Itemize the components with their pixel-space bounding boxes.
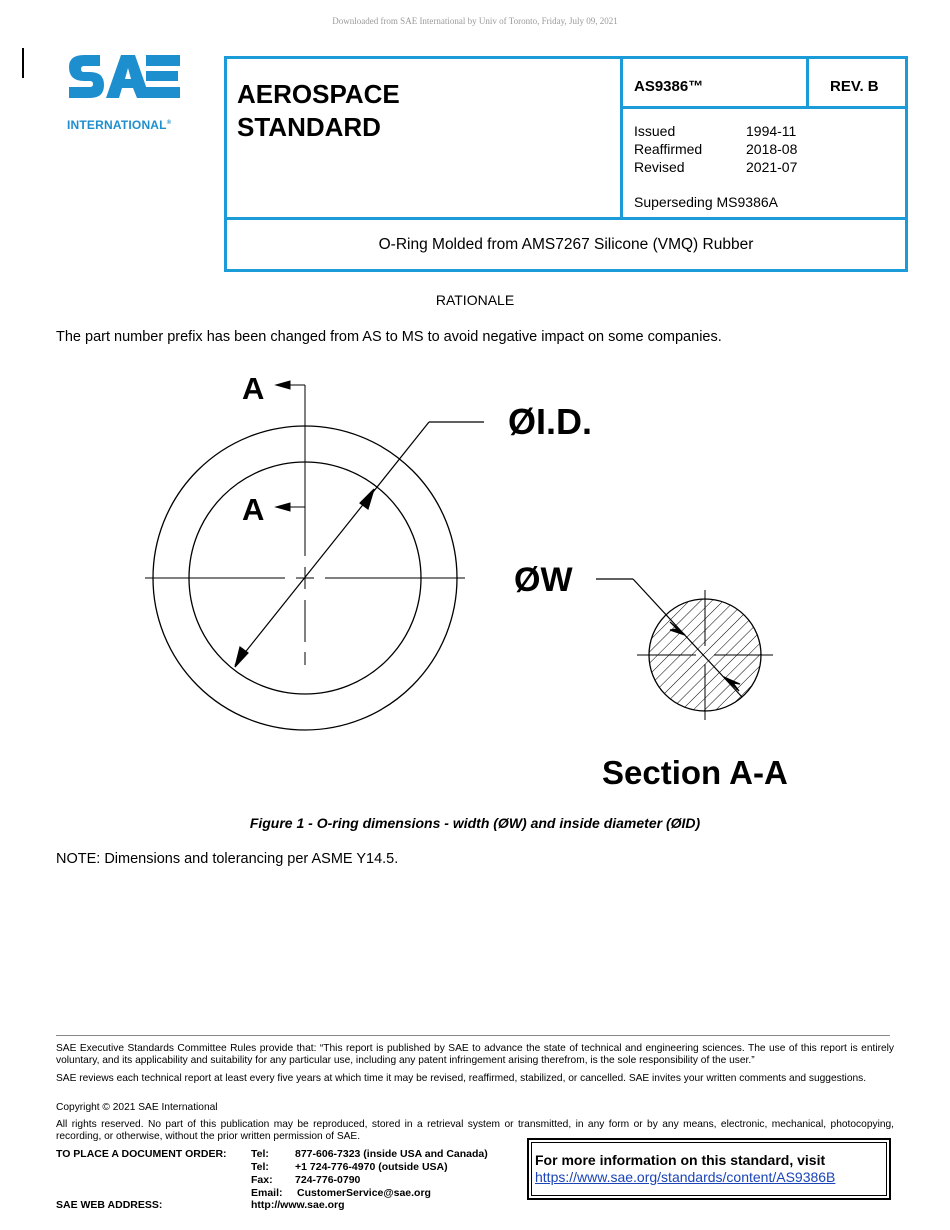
standard-info-link[interactable]: https://www.sae.org/standards/content/AS9386B [535, 1169, 836, 1185]
contact-key: Tel: [251, 1148, 269, 1160]
history-label-issued: Issued [634, 123, 676, 139]
standard-type-title: AEROSPACE STANDARD [237, 79, 400, 142]
contact-phone-international: +1 724-776-4970 (outside USA) [295, 1161, 448, 1173]
history-date-revised: 2021-07 [746, 159, 798, 175]
header-divider [806, 56, 809, 108]
rationale-heading: RATIONALE [435, 292, 515, 308]
history-date-issued: 1994-11 [746, 123, 797, 139]
margin-mark [22, 48, 24, 78]
superseding-note: Superseding MS9386A [634, 194, 778, 210]
contact-key: Fax: [251, 1174, 273, 1186]
footer-copyright: Copyright © 2021 SAE International [56, 1102, 218, 1113]
contact-key: Email: [251, 1187, 283, 1199]
section-label-a-inner: A [242, 492, 265, 527]
o-ring-drawing [130, 362, 830, 802]
inside-diameter-dimension [235, 422, 484, 667]
footer-divider [56, 1035, 890, 1036]
dimension-note: NOTE: Dimensions and tolerancing per ASME Y14.5. [56, 851, 399, 867]
logo-wordmark: INTERNATIONAL® [67, 118, 172, 132]
revision-label: REV. B [830, 78, 879, 95]
inside-diameter-label: ØI.D. [508, 401, 593, 442]
center-lines [145, 385, 465, 665]
download-note: Downloaded from SAE International by Univ of Toronto, Friday, July 09, 2021 [332, 16, 618, 26]
history-label-reaffirmed: Reaffirmed [634, 141, 703, 157]
footer-review-text: SAE reviews each technical report at least every five years at which time it may be revised, reaffirmed, stabilized, or cancelled. SAE invites your written comments and suggestions. [56, 1073, 867, 1084]
more-info-heading: For more information on this standard, visit [535, 1152, 826, 1168]
header-divider [620, 106, 908, 109]
footer-rights-text: All rights reserved. No part of this publication may be reproduced, stored in a retrieval system or transmitted, in any form or by any means, electronic, mechanical, photocopying, recording, or otherwise, without the prior written permission of SAE. [56, 1119, 894, 1142]
web-address-label: SAE WEB ADDRESS: [56, 1199, 163, 1211]
contact-fax: 724-776-0790 [295, 1174, 361, 1186]
section-marker-arrows [276, 381, 305, 511]
header-divider [620, 56, 623, 220]
contact-key: Tel: [251, 1161, 269, 1173]
contact-email-link[interactable]: CustomerService@sae.org [297, 1187, 431, 1199]
document-title: O-Ring Molded from AMS7267 Silicone (VMQ) Rubber [378, 236, 754, 253]
width-label: ØW [514, 561, 573, 599]
footer-rules-text: SAE Executive Standards Committee Rules provide that: “This report is published by SAE to advance the state of technical and engineering sciences. The use of this report is entirely voluntary, and its applicability and suitability for any particular use, including any patent infringement arising therefrom, is the sole responsibility of the user.” [56, 1043, 894, 1066]
order-label: TO PLACE A DOCUMENT ORDER: [56, 1148, 227, 1160]
section-a-a-label: Section A-A [602, 754, 788, 791]
web-address-link[interactable]: http://www.sae.org [251, 1199, 345, 1211]
contact-phone-domestic: 877-606-7323 (inside USA and Canada) [295, 1148, 488, 1160]
standard-number: AS9386™ [634, 78, 704, 95]
history-label-revised: Revised [634, 159, 685, 175]
rationale-text: The part number prefix has been changed from AS to MS to avoid negative impact on some companies. [56, 329, 722, 345]
section-label-a-top: A [242, 371, 265, 406]
figure-caption: Figure 1 - O-ring dimensions - width (ØW) and inside diameter (ØID) [249, 815, 701, 831]
history-date-reaffirmed: 2018-08 [746, 141, 798, 157]
